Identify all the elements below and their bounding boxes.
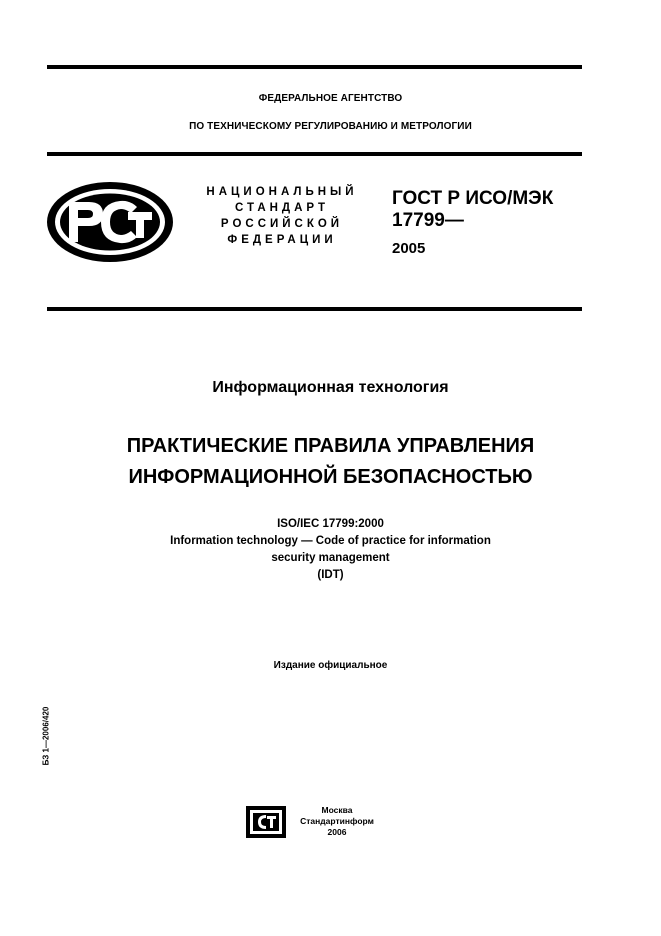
standard-code-line-1: ГОСТ Р ИСО/МЭК [392,188,554,209]
publisher-name: Стандартинформ [300,816,374,826]
standard-code-line-2: 17799— [392,210,464,231]
agency-line-1: ФЕДЕРАЛЬНОЕ АГЕНТСТВО [258,93,403,104]
standard-rule [47,307,582,311]
document-subject: Информационная технология [212,379,449,396]
iso-title-line-1: Information technology — Code of practice for information [170,535,491,547]
national-label-line: ФЕДЕРАЦИИ [227,234,337,246]
standard-code [392,188,592,232]
gost-r-mark-icon [45,180,175,264]
standard-year: 2005 [392,240,426,257]
national-label-line: РОССИЙСКОЙ [220,218,344,230]
publisher-year: 2006 [327,827,347,837]
national-label-line: НАЦИОНАЛЬНЫЙ [206,186,358,198]
iso-reference-block [0,516,661,584]
idt-marker: (IDT) [317,569,344,581]
header-rule [47,152,582,156]
national-label-line: СТАНДАРТ [235,202,329,214]
publisher-block [290,805,384,838]
agency-line-2: ПО ТЕХНИЧЕСКОМУ РЕГУЛИРОВАНИЮ И МЕТРОЛОГИИ [189,121,472,132]
top-rule [47,65,582,69]
iso-reference: ISO/IEC 17799:2000 [277,518,384,530]
standartinform-logo-icon [246,804,286,838]
side-note-text: БЗ 1—2006/420 [41,706,51,766]
edition-label: Издание официальное [273,660,388,671]
title-line-1: ПРАКТИЧЕСКИЕ ПРАВИЛА УПРАВЛЕНИЯ [126,435,535,457]
publisher-city: Москва [321,805,353,815]
title-line-2: ИНФОРМАЦИОННОЙ БЕЗОПАСНОСТЬЮ [128,466,533,488]
iso-title-line-2: security management [271,552,390,564]
document-title [0,431,661,493]
national-standard-label [190,184,374,248]
